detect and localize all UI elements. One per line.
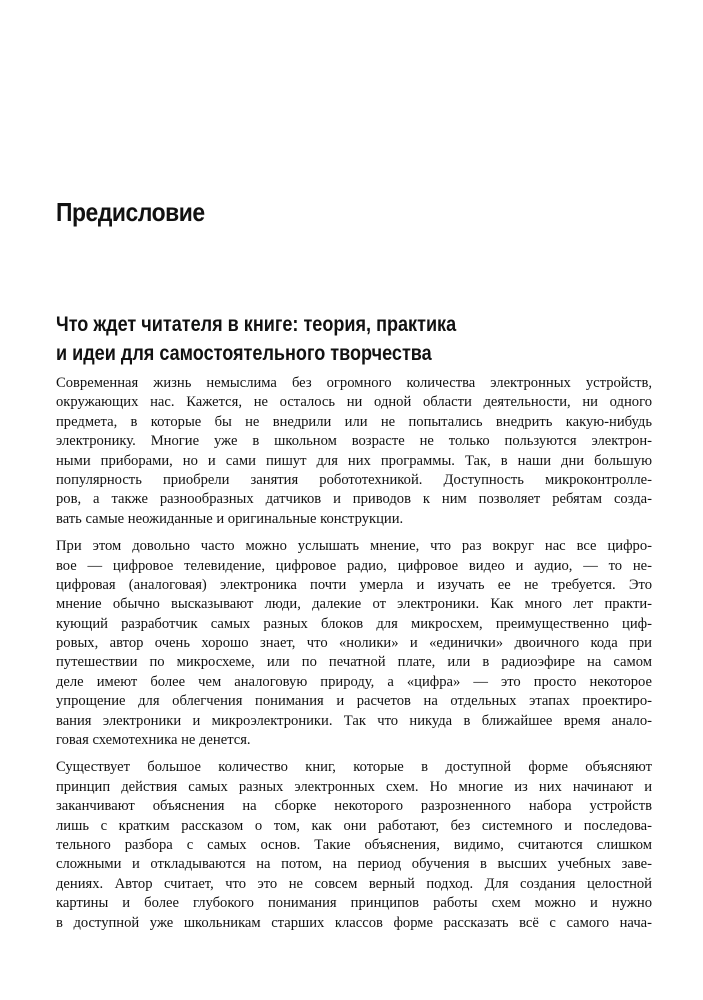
section-title <box>56 310 456 368</box>
text-line: популярность приобрели занятия робототехникой. Доступность микроконтролле- <box>56 471 652 488</box>
chapter-title: Предисловие <box>56 197 205 227</box>
text-line: мнение обычно высказывают люди, далекие от электроники. Как много лет практи- <box>56 596 652 613</box>
section-title-line: и идеи для самостоятельного творчества <box>56 342 432 365</box>
text-line: сложными и откладываются на потом, на период обучения в высших учебных заве- <box>56 856 652 873</box>
text-line: дениях. Автор считает, что это не совсем верный подход. Для создания целостной <box>56 875 652 892</box>
text-line: ными приборами, но и сами пишут для них программы. Так, в наши дни большую <box>56 452 652 469</box>
text-line: Современная жизнь немыслима без огромного количества электронных устройств, <box>56 375 652 391</box>
text-line: кующий разработчик самых разных блоков для микросхем, преимущественно циф- <box>56 615 652 632</box>
text-line: заканчивают объяснения на сборке некоторого разрозненного набора устройств <box>56 798 652 815</box>
text-line: деле имеют более чем аналоговую природу, а «цифра» — это просто некоторое <box>56 673 652 690</box>
text-line: ровых, автор очень хорошо знает, что «нолики» и «единички» двоичного кода при <box>56 635 652 652</box>
text-line: окружающих нас. Кажется, не осталось ни одной области деятельности, ни одного <box>56 394 652 411</box>
text-line: электронику. Многие уже в школьном возрасте не только пользуются электрон- <box>56 433 652 450</box>
text-line: вать самые неожиданные и оригинальные конструкции. <box>56 510 404 527</box>
text-line: Существует большое количество книг, которые в доступной форме объясняют <box>56 759 652 776</box>
text-line: картины и более глубокого понимания принципов работы схем можно и нужно <box>56 895 652 912</box>
text-line: принцип действия самых разных электронных схем. Но многие из них начинают и <box>56 778 652 795</box>
section-title-line: Что ждет читателя в книге: теория, практика <box>56 313 457 336</box>
text-line: путешествии по микросхеме, или по печатной плате, или в радиоэфире на самом <box>56 654 652 671</box>
text-line: цифровая (аналоговая) электроника почти умерла и изучать ее не требуется. Это <box>56 576 652 593</box>
text-line: лишь с кратким рассказом о том, как они работают, без системного и последова- <box>56 817 652 834</box>
text-line: При этом довольно часто можно услышать мнение, что раз вокруг нас все цифро- <box>56 538 652 555</box>
text-line: вое — цифровое телевидение, цифровое радио, цифровое видео и аудио, — то не- <box>56 557 652 574</box>
text-line: вания электроники и микроэлектроники. Так что никуда в ближайшее время анало- <box>56 712 652 729</box>
text-line: ров, а также разнообразных датчиков и приводов к ним позволяет ребятам созда- <box>56 491 652 508</box>
text-line: тельного разбора с самых основ. Такие объяснения, видимо, считаются слишком <box>56 836 652 853</box>
text-line: предмета, в которые бы не внедрили или не попытались внедрить какую-нибудь <box>56 413 652 430</box>
paragraph <box>56 758 652 933</box>
paragraph <box>56 537 652 750</box>
text-line: говая схемотехника не денется. <box>56 732 251 749</box>
body-text <box>56 374 652 941</box>
text-line: в доступной уже школьникам старших классов форме рассказать всё с самого нача- <box>56 914 652 931</box>
paragraph <box>56 374 652 529</box>
text-line: упрощение для облегчения понимания и расчетов на отдельных этапах проектиро- <box>56 693 652 710</box>
